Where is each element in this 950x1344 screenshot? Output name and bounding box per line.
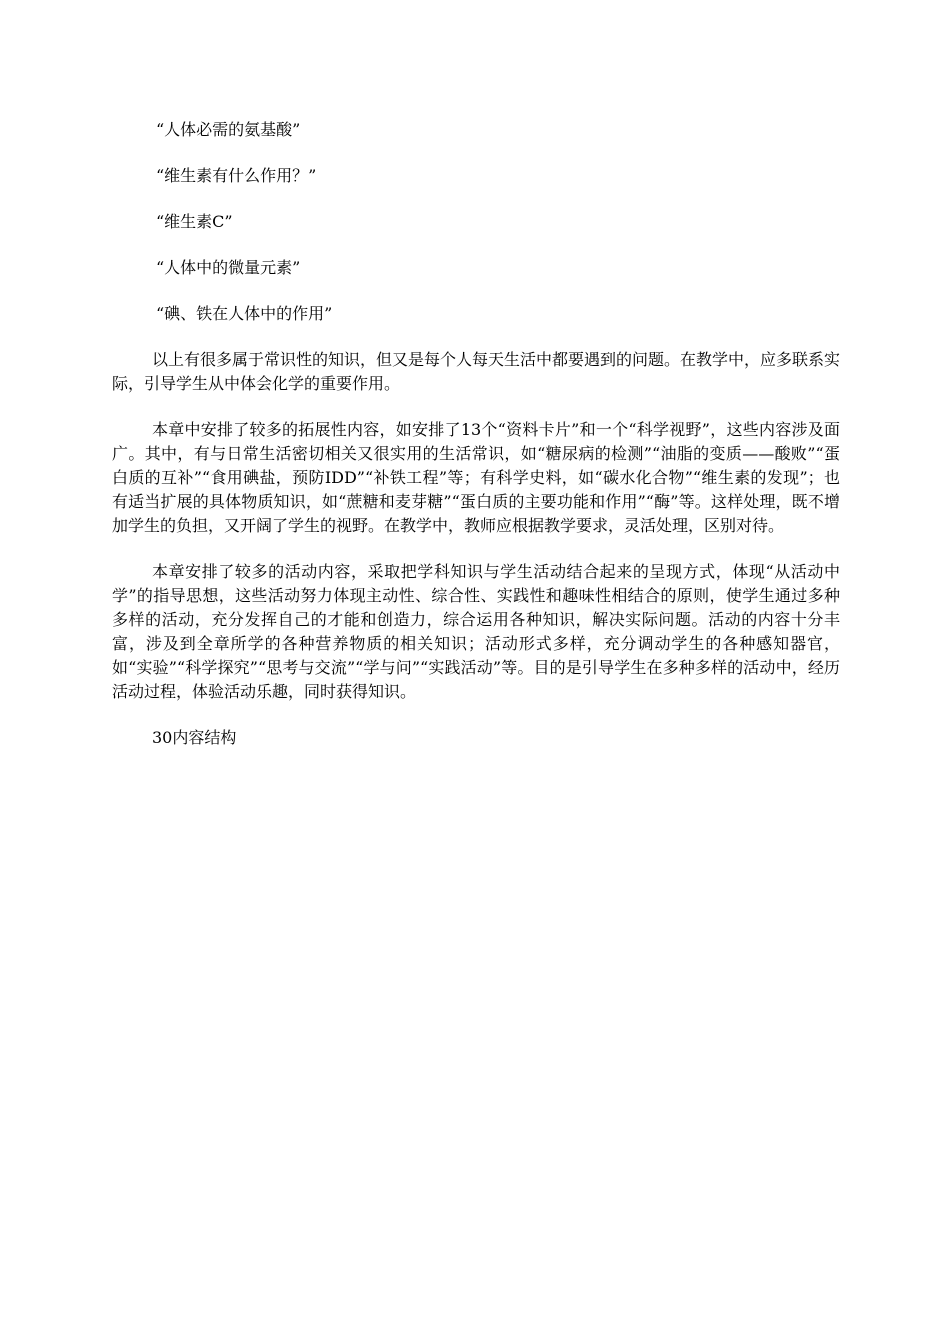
document-body bbox=[112, 118, 840, 750]
quote-item: “人体必需的氨基酸” bbox=[156, 120, 301, 139]
paragraph: 以上有很多属于常识性的知识，但又是每个人每天生活中都要遇到的问题。在教学中，应多联系实际，引导学生从中体会化学的重要作用。 bbox=[112, 350, 841, 393]
paragraph: 本章中安排了较多的拓展性内容，如安排了13个“资料卡片”和一个“科学视野”，这些内容涉及面广。其中，有与日常生活密切相关又很实用的生活常识，如“糖尿病的检测”“油脂的变质——酸败”“蛋白质的互补”“食用碘盐，预防IDD”“补铁工程”等；有科学史料，如“碳水化合物”“维生素的发现”；也有适当扩展的具体物质知识，如“蔗糖和麦芽糖”“蛋白质的主要功能和作用”“酶”等。这样处理，既不增加学生的负担，又开阔了学生的视野。在教学中，教师应根据教学要求，灵活处理，区别对待。 bbox=[112, 420, 840, 535]
paragraph: 本章安排了较多的活动内容，采取把学科知识与学生活动结合起来的呈现方式，体现“从活动中学”的指导思想，这些活动努力体现主动性、综合性、实践性和趣味性相结合的原则，使学生通过多种多样的活动，充分发挥自己的才能和创造力，综合运用各种知识，解决实际问题。活动的内容十分丰富，涉及到全章所学的各种营养物质的相关知识；活动形式多样，充分调动学生的各种感知器官，如“实验”“科学探究”“思考与交流”“学与问”“实践活动”等。目的是引导学生在多种多样的活动中，经历活动过程，体验活动乐趣，同时获得知识。 bbox=[112, 562, 840, 701]
section-heading: 30内容结构 bbox=[152, 728, 237, 747]
quote-item: “碘、铁在人体中的作用” bbox=[156, 304, 333, 323]
quote-item: “人体中的微量元素” bbox=[156, 258, 301, 277]
quote-item: “维生素有什么作用？” bbox=[156, 166, 317, 185]
quote-item: “维生素C” bbox=[156, 212, 233, 231]
